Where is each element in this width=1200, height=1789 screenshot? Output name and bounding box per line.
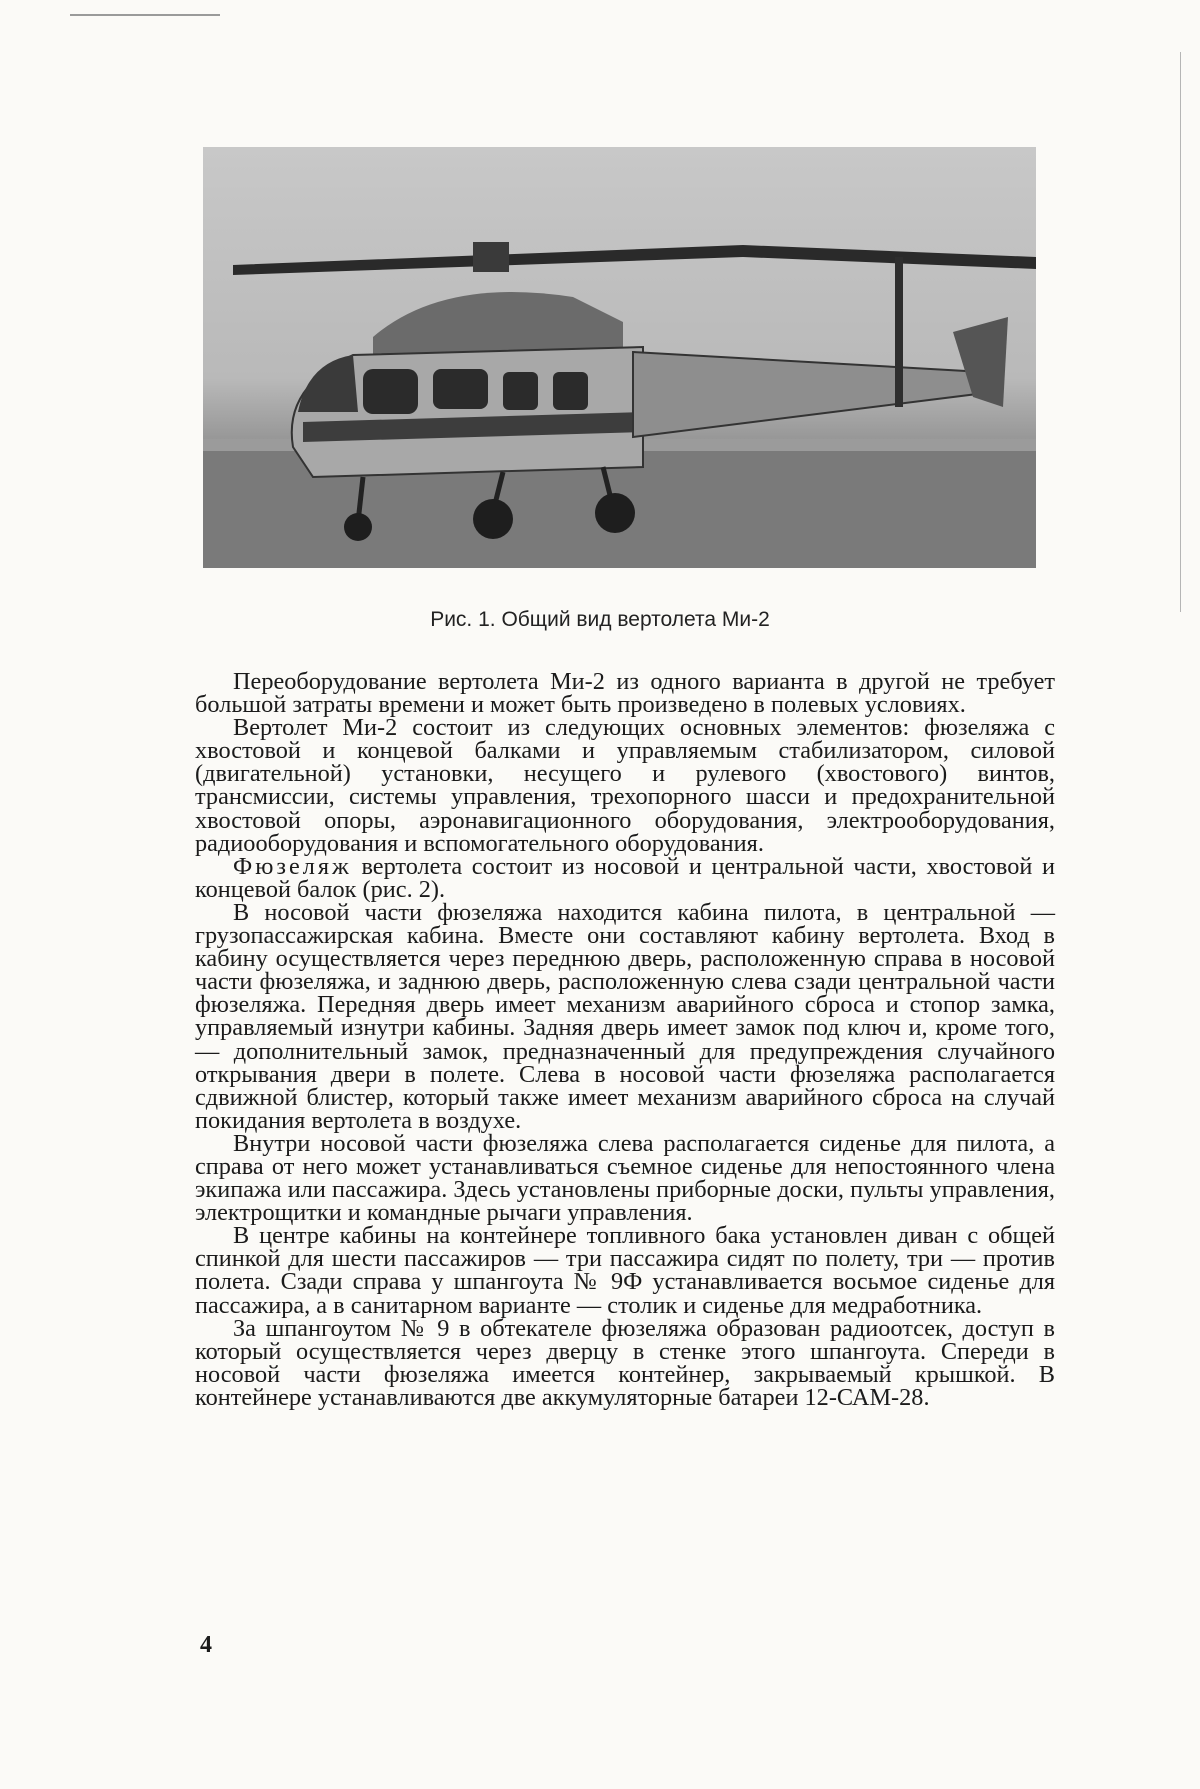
paragraph: Вертолет Ми-2 состоит из следующих основных элементов: фюзеляжа с хвостовой и концевой балками и управляемым стабилизатором, силовой (двигательной) установки, несущего и рулевого (хвостового) винтов, трансмиссии, системы управления, трехопорного шасси и предохранительной хвостовой опоры, аэронавигационного оборудования, электрооборудования, радиооборудования и вспомогательного оборудования. [195,714,1055,857]
spaced-term: Фюзеляж [233,852,352,880]
scan-artifact-right [1180,52,1181,612]
paragraph: В носовой части фюзеляжа находится кабина пилота, в центральной — грузопассажирская кабина. Вместе они составляют кабину вертолета. Вход в кабину осуществляется через переднюю дверь, расположенную справа в носовой части фюзеляжа, и заднюю дверь, расположенную слева сзади центральной части фюзеляжа. Передняя дверь имеет механизм аварийного сброса и стопор замка, управляемый изнутри кабины. Задняя дверь имеет замок под ключ и, кроме того, — дополнительный замок, предназначенный для предупреждения случайного открывания двери в полете. Слева в носовой части фюзеляжа располагается сдвижной блистер, который также имеет механизм аварийного сброса на случай покидания вертолета в воздухе. [195,898,1055,1134]
helicopter-photo [203,147,1036,568]
body-text [195,670,1055,1409]
paragraph: В центре кабины на контейнере топливного бака установлен диван с общей спинкой для шести пассажиров — три пассажира сидят по полету, три — против полета. Сзади справа у шпангоута № 9Ф устанавливается восьмое сиденье для пассажира, а в санитарном варианте — столик и сиденье для медработника. [195,1222,1055,1319]
paragraph: Фюзеляж вертолета состоит из носовой и центральной части, хвостовой и концевой балок (рис. 2). [195,852,1055,903]
page-number: 4 [200,1632,212,1658]
scan-artifact-top [70,14,220,16]
paragraph: Переоборудование вертолета Ми-2 из одного варианта в другой не требует большой затраты времени и может быть произведено в полевых условиях. [195,668,1055,719]
paragraph: Внутри носовой части фюзеляжа слева располагается сиденье для пилота, а справа от него может устанавливаться съемное сиденье для непостоянного члена экипажа или пассажира. Здесь установлены приборные доски, пульты управления, электрощитки и командные рычаги управления. [195,1129,1055,1227]
paragraph: За шпангоутом № 9 в обтекателе фюзеляжа образован радиоотсек, доступ в который осуществляется через дверцу в стенке этого шпангоута. Спереди в носовой части фюзеляжа имеется контейнер, закрываемый крышкой. В контейнере устанавливаются две аккумуляторные батареи 12-САМ-28. [195,1314,1055,1411]
figure-caption: Рис. 1. Общий вид вертолета Ми-2 [430,608,770,631]
